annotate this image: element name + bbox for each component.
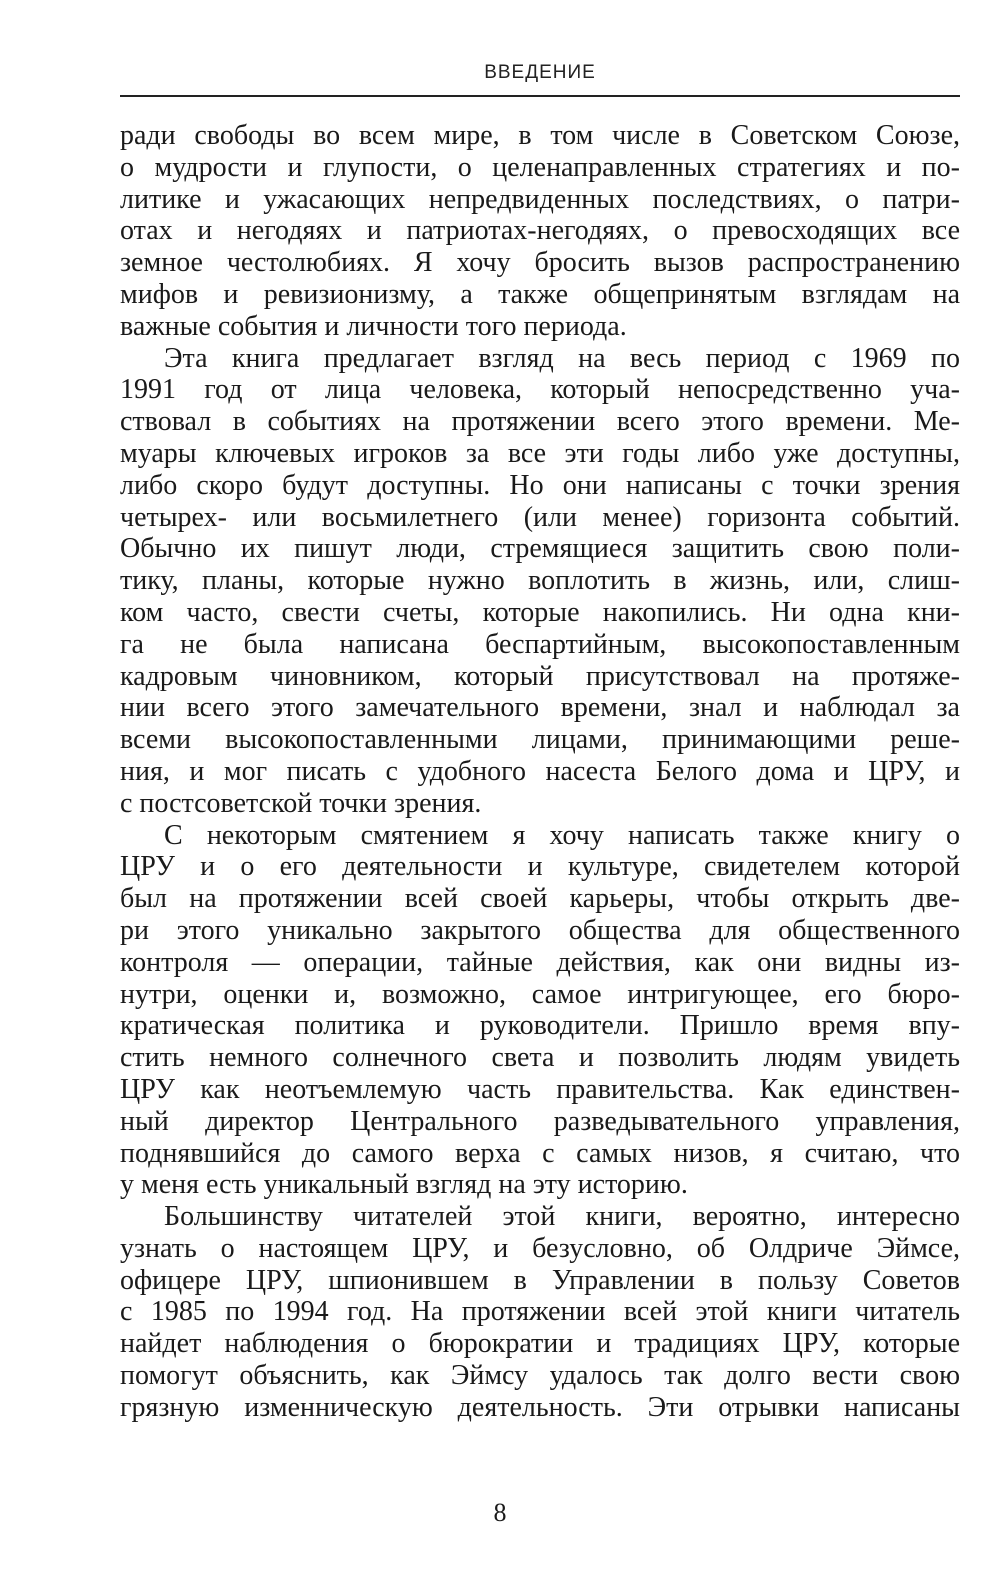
text-line: грязную изменническую деятельность. Эти отрывки написаны: [120, 1391, 960, 1423]
text-line: ради свободы во всем мире, в том числе в Советском Союзе,: [120, 120, 960, 151]
body-text: [120, 120, 960, 1424]
text-line: с постсоветской точки зрения.: [120, 787, 482, 819]
text-line: узнать о настоящем ЦРУ, и безусловно, об Олдриче Эймсе,: [120, 1232, 960, 1264]
text-line: ный директор Центрального разведывательного управления,: [120, 1105, 960, 1137]
text-line: мифов и ревизионизму, а также общепринятым взглядам на: [120, 278, 960, 310]
text-line: литике и ужасающих непредвиденных последствиях, о патри-: [120, 183, 960, 215]
text-line: найдет наблюдения о бюрократии и традициях ЦРУ, которые: [120, 1328, 960, 1360]
text-line: контроля — операции, тайные действия, как они видны из-: [120, 946, 960, 978]
text-line: ри этого уникально закрытого общества для общественного: [120, 914, 960, 946]
text-line: ствовал в событиях на протяжении всего этого времени. Ме-: [120, 406, 960, 438]
text-line: либо скоро будут доступны. Но они написаны с точки зрения: [120, 469, 960, 501]
text-line: четырех- или восьмилетнего (или менее) горизонта событий.: [120, 501, 960, 533]
text-line: отах и негодяях и патриотах-негодяях, о превосходящих все: [120, 215, 960, 247]
text-line: С некоторым смятением я хочу написать также книгу о: [164, 819, 960, 851]
text-line: помогут объяснить, как Эймсу удалось так долго вести свою: [120, 1360, 960, 1392]
text-line: с 1985 по 1994 год. На протяжении всей этой книги читатель: [120, 1296, 960, 1328]
text-line: Эта книга предлагает взгляд на весь период с 1969 по: [164, 342, 960, 374]
text-line: нии всего этого замечательного времени, знал и наблюдал за: [120, 692, 960, 724]
text-line: кадровым чиновником, который присутствовал на протяже-: [120, 660, 960, 692]
text-line: тику, планы, которые нужно воплотить в жизнь, или, слиш-: [120, 565, 960, 597]
text-line: 1991 год от лица человека, который непосредственно уча-: [120, 374, 960, 406]
text-line: у меня есть уникальный взгляд на эту историю.: [120, 1169, 688, 1201]
text-line: о мудрости и глупости, о целенаправленных стратегиях и по-: [120, 151, 960, 183]
text-line: муары ключевых игроков за все эти годы либо уже доступны,: [120, 437, 960, 469]
text-line: ЦРУ как неотъемлемую часть правительства. Как единствен-: [120, 1073, 960, 1105]
page-number: 8: [493, 1498, 507, 1527]
text-line: земное честолюбиях. Я хочу бросить вызов распространению: [120, 247, 960, 279]
text-line: нутри, оценки и, возможно, самое интригующее, его бюро-: [120, 978, 960, 1010]
text-line: поднявшийся до самого верха с самых низов, я считаю, что: [120, 1137, 960, 1169]
text-line: Большинству читателей этой книги, вероятно, интересно: [164, 1201, 960, 1233]
text-line: ЦРУ и о его деятельности и культуре, свидетелем которой: [120, 851, 960, 883]
text-line: офицере ЦРУ, шпионившем в Управлении в пользу Советов: [120, 1264, 960, 1296]
text-line: стить немного солнечного света и позволить людям увидеть: [120, 1042, 960, 1074]
text-line: ния, и мог писать с удобного насеста Белого дома и ЦРУ, и: [120, 755, 960, 787]
text-line: Обычно их пишут люди, стремящиеся защитить свою поли-: [120, 533, 960, 565]
running-head: ВВЕДЕНИЕ: [484, 62, 596, 83]
text-line: всеми высокопоставленными лицами, принимающими реше-: [120, 724, 960, 756]
text-line: кратическая политика и руководители. Пришло время впу-: [120, 1010, 960, 1042]
text-line: важные события и личности того периода.: [120, 310, 627, 342]
header-rule: [120, 95, 960, 97]
text-line: ком часто, свести счеты, которые накопились. Ни одна кни-: [120, 596, 960, 628]
text-line: га не была написана беспартийным, высокопоставленным: [120, 628, 960, 660]
text-line: был на протяжении всей своей карьеры, чтобы открыть две-: [120, 883, 960, 915]
